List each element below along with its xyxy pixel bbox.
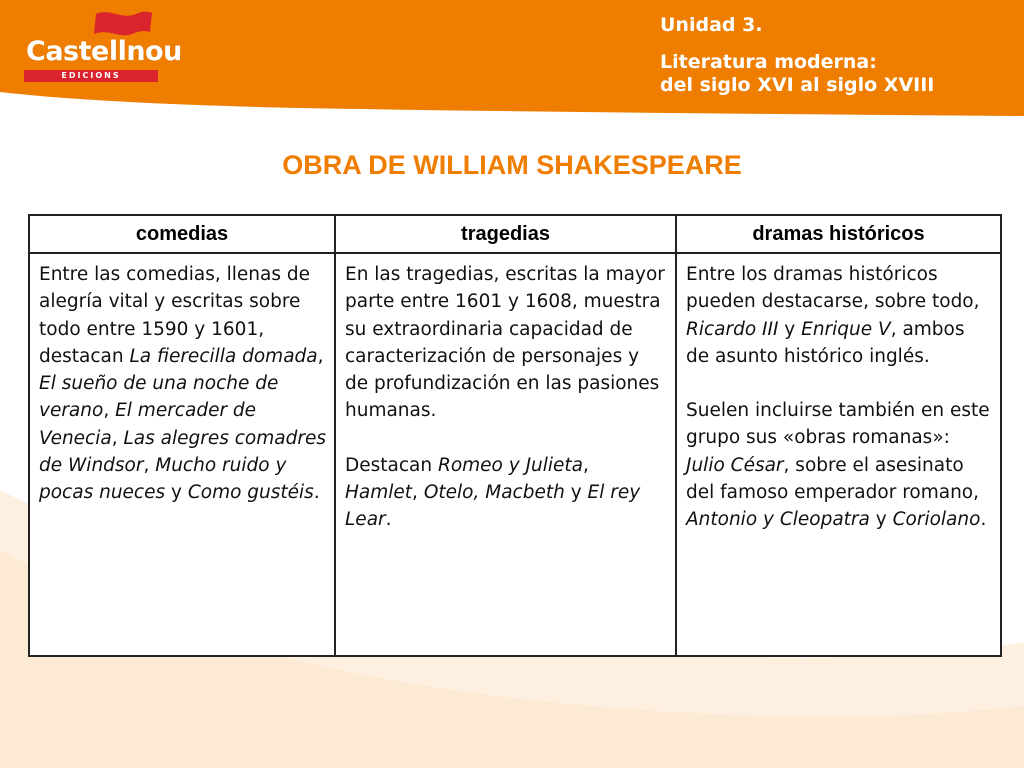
work-title: La fierecilla domada (129, 345, 318, 367)
work-title: Antonio y Cleopatra (686, 509, 870, 531)
logo-subtitle: EDICIONS (24, 70, 158, 82)
work-title: Julio César (686, 454, 784, 476)
table-header-row (29, 215, 1001, 253)
unit-heading (660, 14, 934, 97)
work-title: Enrique V (801, 318, 891, 340)
work-title: El sueño de una noche de verano (39, 373, 279, 422)
work-title: El mercader de Venecia (39, 400, 257, 449)
unit-number: Unidad 3. (660, 14, 763, 36)
header-comedias: comedias (29, 215, 335, 253)
dramas-paragraph-1: Entre los dramas históricos pueden destacarse, sobre todo, Ricardo III y Enrique V, ambos de asunto histórico inglés. (686, 264, 980, 367)
works-table (28, 214, 1002, 657)
work-title: Coriolano (892, 509, 981, 531)
work-title: El rey Lear (345, 482, 641, 531)
work-title: Hamlet (345, 482, 413, 504)
tragedias-paragraph-1: En las tragedias, escritas la mayor parte entre 1601 y 1608, muestra su extraordinaria capacidad de caracterización de personajes y de profundización en las pasiones humanas. (345, 264, 665, 422)
comedias-paragraph: Entre las comedias, llenas de alegría vital y escritas sobre todo entre 1590 y 1601, destacan La fierecilla domada, El sueño de una noche de verano, El mercader de Venecia, Las alegres comadres de Windsor, Mucho ruido y pocas nueces y Como gustéis. (39, 264, 326, 504)
page-title: OBRA DE WILLIAM SHAKESPEARE (282, 150, 742, 180)
castellnou-logo (22, 8, 182, 80)
work-title: Ricardo III (686, 318, 779, 340)
header-dramas-historicos: dramas históricos (676, 215, 1001, 253)
table-row (29, 253, 1001, 656)
dramas-paragraph-2: Suelen incluirse también en este grupo sus «obras romanas»: Julio César, sobre el asesinato del famoso emperador romano, Antonio y Cleopatra y Coriolano. (686, 400, 990, 531)
work-title: Romeo y Julieta (437, 454, 584, 476)
unit-subject-line-2: del siglo XVI al siglo XVIII (660, 74, 935, 96)
tragedias-paragraph-2: Destacan Romeo y Julieta, Hamlet, Otelo, Macbeth y El rey Lear. (345, 454, 641, 531)
work-title: Mucho ruido y pocas nueces (39, 455, 287, 504)
cell-comedias (29, 253, 335, 656)
unit-subject-line-1: Literatura moderna: (660, 51, 877, 73)
work-title: Como gustéis (187, 482, 314, 504)
logo-name: Castellnou (26, 36, 182, 67)
header-tragedias: tragedias (335, 215, 676, 253)
cell-tragedias (335, 253, 676, 656)
work-title: Otelo, Macbeth (423, 482, 565, 504)
work-title: Las alegres comadres de Windsor (39, 427, 326, 477)
cell-dramas-historicos (676, 253, 1001, 656)
